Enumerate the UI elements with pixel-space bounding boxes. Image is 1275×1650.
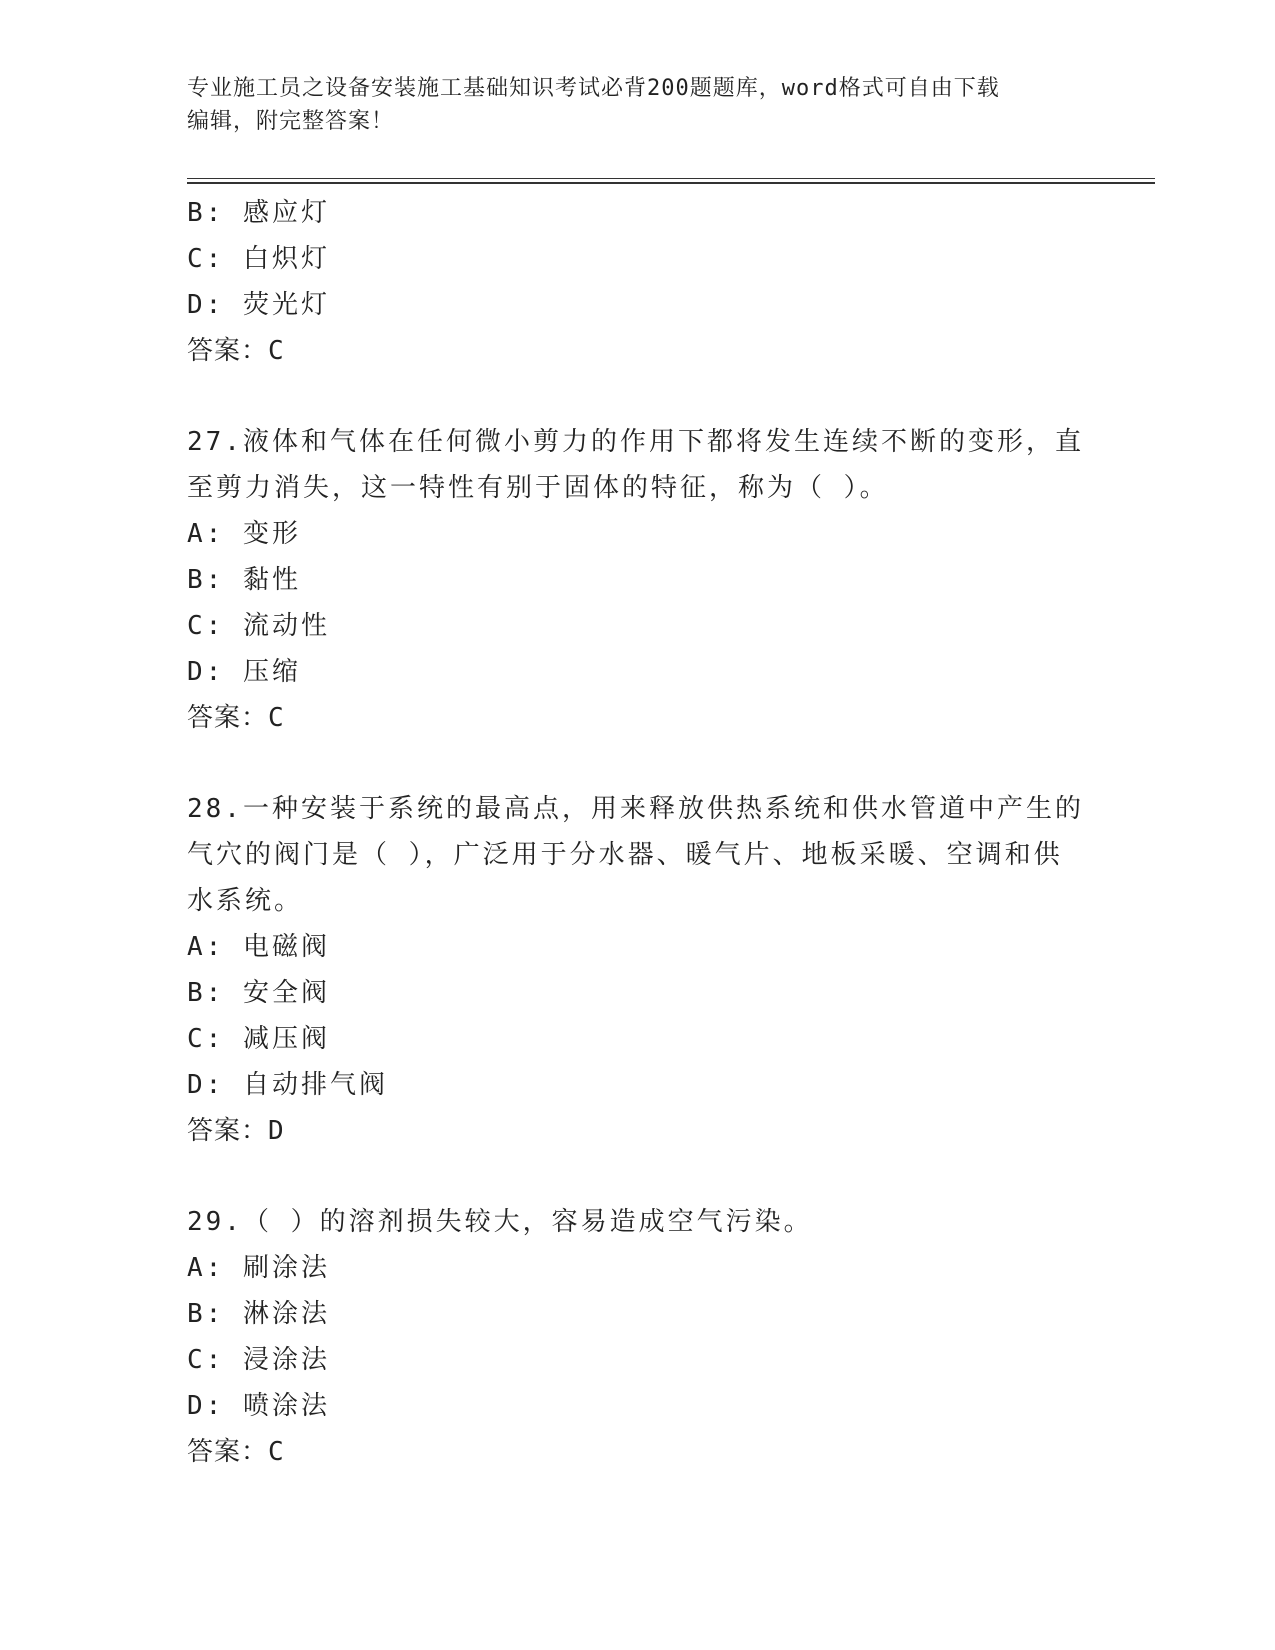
- answer: 答案：C: [187, 703, 285, 733]
- answer: 答案：D: [187, 1116, 285, 1146]
- question-text-line-3: 水系统。: [187, 886, 304, 916]
- answer: 答案：C: [187, 1437, 285, 1467]
- question-text-line-2: 至剪力消失，这一特性有别于固体的特征，称为（ ）。: [187, 473, 889, 503]
- question-text-line-1: 29.（ ）的溶剂损失较大，容易造成空气污染。: [187, 1207, 813, 1237]
- answer: 答案：C: [187, 336, 285, 366]
- option-d: D: 自动排气阀: [187, 1070, 388, 1100]
- option-a: A: 电磁阀: [187, 932, 330, 962]
- option-b: B: 安全阀: [187, 978, 330, 1008]
- header-line-2: 编辑，附完整答案！: [187, 109, 395, 134]
- option-b: B: 淋涂法: [187, 1299, 330, 1329]
- spacer: [187, 1154, 1087, 1199]
- question-text-line-1: 28.一种安装于系统的最高点，用来释放供热系统和供水管道中产生的: [187, 794, 1084, 824]
- header-line-1: 专业施工员之设备安装施工基础知识考试必背200题题库，word格式可自由下载: [187, 76, 1000, 101]
- header-divider-thick: [187, 182, 1155, 184]
- option-c: C: 流动性: [187, 611, 330, 641]
- option-a: A: 变形: [187, 519, 301, 549]
- option-c: C: 浸涂法: [187, 1345, 330, 1375]
- document-header: [187, 72, 1067, 138]
- question-27: [187, 419, 1087, 741]
- spacer: [187, 374, 1087, 419]
- option-b: B: 感应灯: [187, 198, 330, 228]
- question-29: [187, 1199, 1087, 1475]
- option-d: D: 荧光灯: [187, 290, 330, 320]
- spacer: [187, 741, 1087, 786]
- question-text-line-1: 27.液体和气体在任何微小剪力的作用下都将发生连续不断的变形，直: [187, 427, 1084, 457]
- option-d: D: 压缩: [187, 657, 301, 687]
- option-c: C: 减压阀: [187, 1024, 330, 1054]
- option-c: C: 白炽灯: [187, 244, 330, 274]
- question-text-line-2: 气穴的阀门是（ ），广泛用于分水器、暖气片、地板采暖、空调和供: [187, 840, 1063, 870]
- option-d: D: 喷涂法: [187, 1391, 330, 1421]
- question-28: [187, 786, 1087, 1154]
- option-b: B: 黏性: [187, 565, 301, 595]
- question-26: [187, 190, 1087, 374]
- header-divider-thin: [187, 178, 1155, 179]
- question-list: [187, 190, 1087, 1475]
- option-a: A: 刷涂法: [187, 1253, 330, 1283]
